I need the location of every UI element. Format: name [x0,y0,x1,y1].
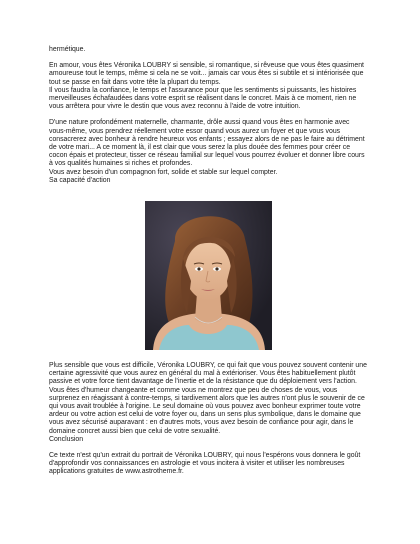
portrait-photo [145,201,272,350]
paragraph-gap [49,111,367,119]
paragraph-gap [49,54,367,62]
paragraph-love: En amour, vous êtes Véronika LOUBRY si sensible, si romantique, si rêveuse que vous êtes quasiment amoureuse tout le temps, même si cela ne se voit... jamais car vous êtes si subtile et si intériorisée que tout se passe en fait dans votre tête la plupart du temps. [49,62,364,86]
heading-action: Sa capacité d'action [49,176,111,184]
portrait-illustration [145,201,272,350]
paragraph-action: Plus sensible que vous est difficile, Véronika LOUBRY, ce qui fait que vous pouvez souvent contenir une certaine agressivité que vous aurez en général du mal à extérioriser. Vous êtes habituellement plutôt passive et votre force tient davantage de l'inertie et de la résistance que du déploiement vers l'action. Vous êtes d'humeur changeante et comme vous ne montrez que peu de choses de vous, vous surprenez en réagissant à contre-temps, si tardivement alors que les autres n'ont plus le souvenir de ce qui vous avait troublée à l'origine. Le seul domaine où vous pouvez avec bonheur exprimer toute votre ardeur ou votre action est celui de votre foyer ou, dans un sens plus symbolique, dans le domaine que vous avez sécurisé auparavant : en d'autres mots, vous avez besoin de confiance pour agir, dans le domaine concret aussi bien que celui de votre sexualité. [49,362,367,435]
document-page [49,46,367,477]
paragraph-gap [49,444,367,452]
paragraph-need: Vous avez besoin d'un compagnon fort, solide et stable sur lequel compter. [49,168,278,176]
paragraph-nature: D'une nature profondément maternelle, charmante, drôle aussi quand vous êtes en harmonie avec vous-même, vous prendrez réellement votre essor quand vous aurez un foyer et que vous vous consacrerez avec bonheur à rendre heureux vos enfants ; essayez alors de ne pas le faire au détriment de votre mari... A ce moment là, il est clair que vous serez la plus douée des femmes pour créer ce cocon épais et protecteur, tisser ce réseau familial sur lequel vous pourrez évoluer et donner libre cours à vos qualités humaines si riches et profondes. [49,119,365,168]
paragraph-conclusion: Ce texte n'est qu'un extrait du portrait de Véronika LOUBRY, qui nous l'espérons vous donnera le goût d'approfondir vos connaissances en astrologie et vous incitera à visiter et utiliser les nombreuses applications gratuites de www.astrotheme.fr. [49,452,361,476]
paragraph-intro: hermétique. [49,46,86,53]
heading-conclusion: Conclusion [49,435,84,443]
paragraph-trust: Il vous faudra la confiance, le temps et l'assurance pour que les sentiments si puissants, les histoires merveilleuses échafaudées dans votre esprit se réalisent dans le concret. Mais à ce moment, rien ne vous arrêtera pour vivre le destin que vous avez reconnu à l'aide de votre intuition. [49,86,357,111]
